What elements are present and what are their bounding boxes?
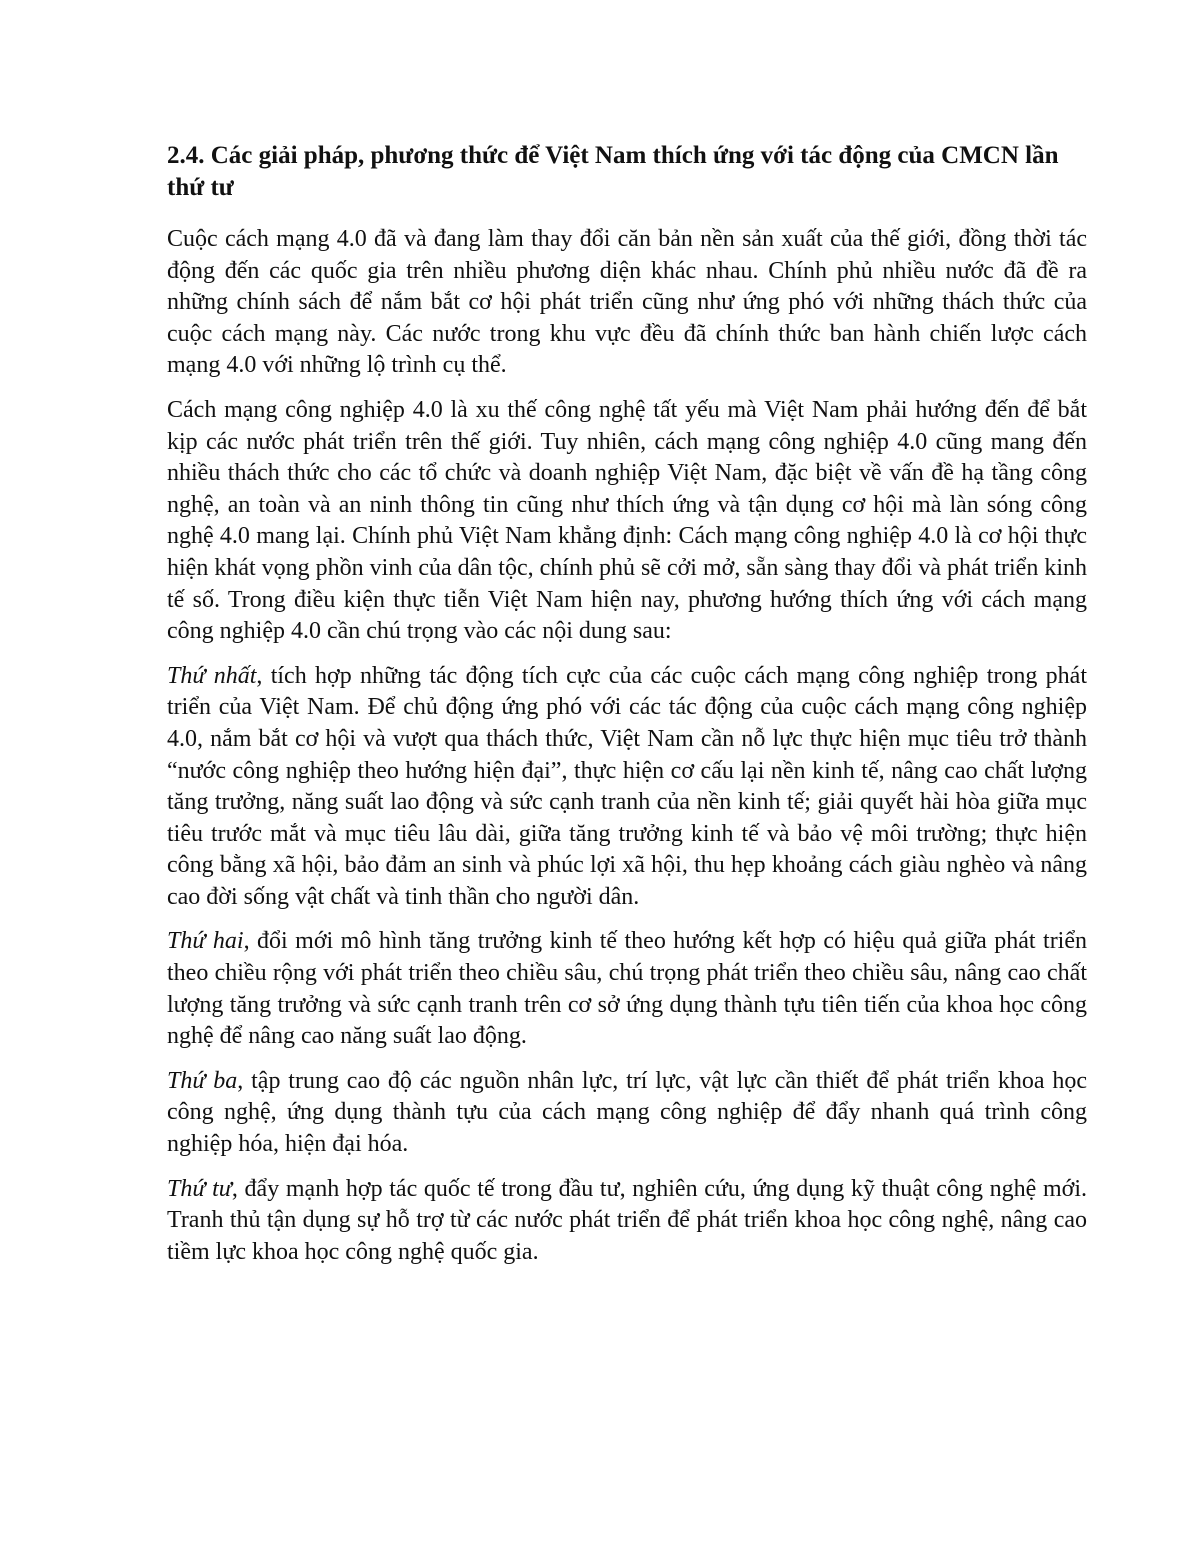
paragraph-lead-italic: Thứ ba bbox=[167, 1067, 238, 1094]
paragraph-thu-nhat bbox=[167, 661, 1087, 914]
paragraph-thu-ba bbox=[167, 1066, 1087, 1161]
paragraph-body-text: , đẩy mạnh hợp tác quốc tế trong đầu tư, nghiên cứu, ứng dụng kỹ thuật công nghệ mới. Tranh thủ tận dụng sự hỗ trợ từ các nước phát triển để phát triển khoa học công nghệ, nâng cao tiềm lực khoa học công nghệ quốc gia. bbox=[167, 1175, 1087, 1265]
section-heading: 2.4. Các giải pháp, phương thức để Việt Nam thích ứng với tác động của CMCN lần thứ tư bbox=[167, 142, 1059, 201]
paragraph-2 bbox=[167, 395, 1087, 648]
paragraph-lead-italic: Thứ nhất bbox=[167, 662, 257, 689]
paragraph-body-text: , tích hợp những tác động tích cực của các cuộc cách mạng công nghiệp trong phát triển của Việt Nam. Để chủ động ứng phó với các tác động của cuộc cách mạng công nghiệp 4.0, nắm bắt cơ hội và vượt qua thách thức, Việt Nam cần nỗ lực thực hiện mục tiêu trở thành “nước công nghiệp theo hướng hiện đại”, thực hiện cơ cấu lại nền kinh tế, nâng cao chất lượng tăng trưởng, năng suất lao động và sức cạnh tranh của nền kinh tế; giải quyết hài hòa giữa mục tiêu trước mắt và mục tiêu lâu dài, giữa tăng trưởng kinh tế và bảo vệ môi trường; thực hiện công bằng xã hội, bảo đảm an sinh và phúc lợi xã hội, thu hẹp khoảng cách giàu nghèo và nâng cao đời sống vật chất và tinh thần cho người dân. bbox=[167, 662, 1088, 910]
paragraph-1 bbox=[167, 224, 1087, 382]
paragraph-2-text: Cách mạng công nghiệp 4.0 là xu thế công nghệ tất yếu mà Việt Nam phải hướng đến để bắt kịp các nước phát triển trên thế giới. Tuy nhiên, cách mạng công nghiệp 4.0 cũng mang đến nhiều thách thức cho các tổ chức và doanh nghiệp Việt Nam, đặc biệt về vấn đề hạ tầng công nghệ, an toàn và an ninh thông tin cũng như thích ứng và tận dụng cơ hội mà làn sóng công nghệ 4.0 mang lại. Chính phủ Việt Nam khẳng định: Cách mạng công nghiệp 4.0 là cơ hội thực hiện khát vọng phồn vinh của dân tộc, chính phủ sẽ cởi mở, sẵn sàng thay đổi và phát triển kinh tế số. Trong điều kiện thực tiễn Việt Nam hiện nay, phương hướng thích ứng với cách mạng công nghiệp 4.0 cần chú trọng vào các nội dung sau: bbox=[167, 396, 1087, 645]
paragraph-thu-hai bbox=[167, 926, 1087, 1052]
paragraph-thu-tu bbox=[167, 1174, 1087, 1269]
paragraph-lead-italic: Thứ tư bbox=[167, 1175, 232, 1202]
paragraph-body-text: , đổi mới mô hình tăng trưởng kinh tế theo hướng kết hợp có hiệu quả giữa phát triển theo chiều rộng với phát triển theo chiều sâu, chú trọng phát triển theo chiều sâu, nâng cao chất lượng tăng trưởng và sức cạnh tranh trên cơ sở ứng dụng thành tựu tiên tiến của khoa học công nghệ để nâng cao năng suất lao động. bbox=[167, 928, 1087, 1050]
paragraph-body-text: , tập trung cao độ các nguồn nhân lực, trí lực, vật lực cần thiết để phát triển khoa học công nghệ, ứng dụng thành tựu của cách mạng công nghiệp để đẩy nhanh quá trình công nghiệp hóa, hiện đại hóa. bbox=[167, 1067, 1087, 1158]
paragraph-1-text: Cuộc cách mạng 4.0 đã và đang làm thay đổi căn bản nền sản xuất của thế giới, đồng thời tác động đến các quốc gia trên nhiều phương diện khác nhau. Chính phủ nhiều nước đã đề ra những chính sách để nắm bắt cơ hội phát triển cũng như ứng phó với những thách thức của cuộc cách mạng này. Các nước trong khu vực đều đã chính thức ban hành chiến lược cách mạng 4.0 với những lộ trình cụ thể. bbox=[167, 226, 1087, 379]
paragraph-lead-italic: Thứ hai bbox=[167, 928, 244, 955]
document-page bbox=[167, 140, 1087, 1281]
